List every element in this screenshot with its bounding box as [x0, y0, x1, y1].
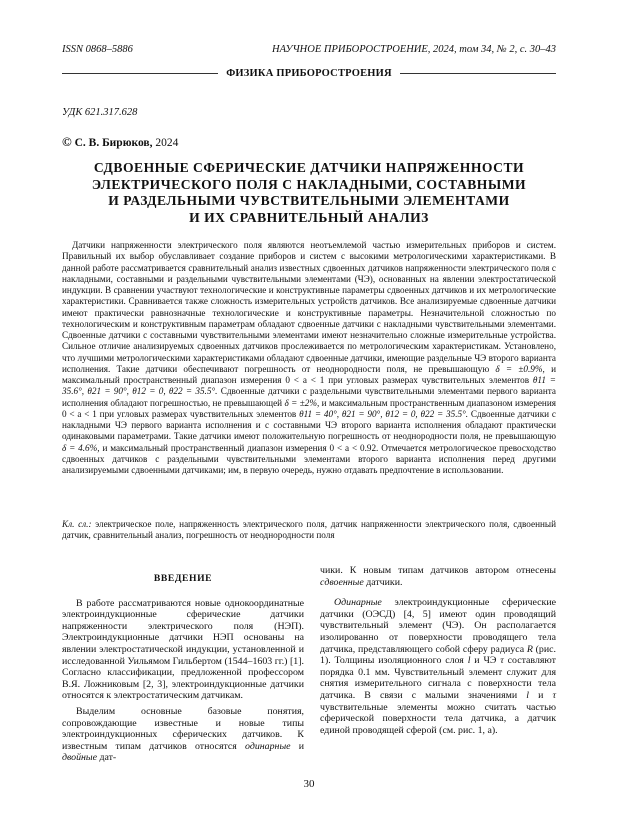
- intro-p2-em1: одинарные: [245, 740, 291, 752]
- abstract-math-1: δ = ±0.9%,: [495, 363, 545, 374]
- right-p2-l: l: [467, 655, 471, 667]
- right-p2-tau: τ: [500, 655, 504, 667]
- copyright-icon: ©: [62, 134, 72, 149]
- author-year: 2024: [155, 137, 179, 149]
- abstract-math-2: 0 < a < 1: [285, 375, 325, 385]
- journal-citation: НАУЧНОЕ ПРИБОРОСТРОЕНИЕ, 2024, том 34, № 2, с. 30–43: [272, 44, 556, 55]
- introduction-heading: ВВЕДЕНИЕ: [153, 573, 213, 584]
- abstract-text-8: и максимальный пространственный диапазон измерения: [99, 442, 330, 453]
- right-p2-em: Одинарные: [334, 597, 382, 609]
- right-p2-c: и ЧЭ: [470, 655, 501, 667]
- page-number: 30: [303, 778, 315, 790]
- section-title: ФИЗИКА ПРИБОРОСТРОЕНИЯ: [226, 67, 392, 79]
- abstract-math-3: θ11 = 35.6°, θ21 = 90°, θ12 = 0, θ22 = 35.5°.: [62, 375, 556, 397]
- intro-paragraph-1: В работе рассматриваются новые однокоординатные электроиндукционные сферические датчики напряженности электрического поля (НЭП). Электроиндукционные датчики НЭП основаны на явлении электростатической индукции, установленной и исследованной Уильямом Гильбертом (1544–1603 гг.) [1]. Согласно классификации, предложенной профессором В.Я. Ложниковым [2, 3], электроиндукционные датчики относятся к электростатическим датчикам.: [62, 597, 304, 702]
- right-p2-f: чувствительные элементы можно считать частью сферической поверхности тела датчика, а датчик единой проводящей сферой (см. рис. 1, а).: [320, 701, 556, 736]
- abstract-math-4: δ = ±2%,: [284, 397, 320, 408]
- section-rule-left: [62, 73, 218, 74]
- abstract-math-6: θ11 = 40°, θ21 = 90°, θ12 = 0, θ22 = 35.5°.: [299, 408, 469, 419]
- right-p2-tau2: τ: [552, 689, 556, 701]
- right-p2-text: электроиндукционные сферические датчики (ОЭСД) [4, 5] имеют один проводящий чувствительный элемент (ЧЭ). Он располагается изолированно от поверхности проводящего тела датчика, представляющего собой сферу радиуса: [320, 597, 556, 655]
- right-p1-text: чики. К новым типам датчиков автором отнесены: [320, 565, 556, 576]
- abstract-text-7: Сдвоенные датчики с накладными ЧЭ первого варианта исполнения и с составными ЧЭ второго варианта исполнения обладают практически одинаковыми параметрами. Такие датчики имеют положительную погрешность от неоднородности поля, не превышающую: [62, 408, 556, 442]
- right-p1-end: датчики.: [363, 576, 403, 588]
- keywords-label: Кл. сл.:: [62, 519, 92, 529]
- abstract-text-3: при угловых размерах чувствительных элементов: [324, 375, 533, 385]
- issn: ISSN 0868–5886: [62, 44, 133, 55]
- intro-paragraph-2-cont: [320, 565, 556, 588]
- right-p1-em: сдвоенные: [320, 576, 364, 588]
- author-line: [62, 134, 178, 150]
- abstract-text-1: Датчики напряженности электрического поля являются неотъемлемой частью измерительных приборов и систем. Правильный их выбор обуславливает создание приборов и систем с высокими метрологическими характеристиками. В данной работе рассматривается сравнительный анализ известных сдвоенных датчиков напряженности электрического поля с накладными, составными и раздельными чувствительными элементами (ЧЭ), основанных на явлении электростатической индукции. В сравнении участвуют технологические и конструктивные параметры сдвоенных датчиков и их метрологические характеристики. Сравнивается также сложность измерительных устройств датчиков. Все анализируемые сдвоенные датчики имеют практически равнозначные технологические и конструктивные параметры. Незначительной сложностью по технологическим и конструктивным параметрам обладают сдвоенные датчики с накладными чувствительными элементами. Сдвоенные датчики с составными чувствительными элементами имеют незначительно сложные измерительные устройства. Сильное отличие анализируемых сдвоенных датчиков прослеживается по метрологическим характеристикам. Установлено, что лучшими метрологическими характеристиками обладают сдвоенные датчики, имеющие раздельные ЧЭ второго варианта исполнения. Такие датчики обеспечивают погрешность от неоднородности поля, не превышающую: [62, 240, 556, 374]
- abstract-text-5: и максимальным пространственным диапазоном измерения: [319, 397, 556, 408]
- author-name: С. В. Бирюков,: [74, 137, 153, 149]
- right-p2-b: (рис. 1). Толщины изоляционного слоя: [320, 643, 556, 667]
- intro-paragraph-3: [320, 597, 556, 736]
- intro-p2-text: Выделим основные базовые понятия, сопровождающие известные и новые типы электроиндукционных сферических датчиков. К известным типам датчиков относятся: [62, 705, 304, 752]
- abstract-text-4: Сдвоенные датчики с раздельными чувствительными элементами первого варианта исполнения обладают погрешностью, не превышающей: [62, 386, 556, 408]
- abstract-text-6: при угловых размерах чувствительных элементов: [96, 408, 300, 419]
- intro-p2-end: дат-: [97, 752, 117, 764]
- right-p2-e: и: [529, 689, 553, 701]
- body-column-left: [62, 565, 304, 764]
- right-p2-R: R: [526, 643, 533, 655]
- udk-code: УДК 621.317.628: [62, 107, 138, 118]
- section-header: [62, 66, 556, 80]
- intro-p2-em2: двойные: [62, 752, 97, 764]
- abstract-math-8: 0 < a < 0.92.: [329, 442, 379, 453]
- abstract-math-7: δ = 4.6%,: [62, 442, 100, 453]
- intro-p2-mid: и: [290, 740, 305, 752]
- body-column-right: [320, 565, 556, 736]
- abstract-text-2: и максимальный пространственный диапазон измерения: [62, 363, 556, 385]
- keywords-text: электрическое поле, напряженность электрического поля, датчик напряженности электрического поля, сдвоенный датчик, сравнительный анализ, погрешность от неоднородности поля: [62, 519, 556, 541]
- intro-paragraph-2: [62, 706, 304, 764]
- section-rule-right: [400, 73, 556, 74]
- article-title: СДВОЕННЫЕ СФЕРИЧЕСКИЕ ДАТЧИКИ НАПРЯЖЕННОСТИ ЭЛЕКТРИЧЕСКОГО ПОЛЯ С НАКЛАДНЫМИ, СОСТАВНЫМИ И РАЗДЕЛЬНЫМИ ЧУВСТВИТЕЛЬНЫМИ ЭЛЕМЕНТАМИ И ИХ СРАВНИТЕЛЬНЫЙ АНАЛИЗ: [91, 160, 527, 225]
- abstract-math-5: 0 < a < 1: [62, 408, 97, 419]
- abstract: [62, 240, 556, 476]
- keywords: [62, 519, 556, 542]
- abstract-text-9: Отмечается метрологическое превосходство сдвоенных датчиков с раздельными чувствительными элементами второго варианта исполнения перед другими анализируемыми сдвоенными датчиками; им, в первую очередь, нужно отдавать предпочтение в использовании.: [62, 442, 557, 475]
- right-p2-d: составляют порядка 0.1 мм. Чувствительный элемент служит для снятия измерительного сигнала с поверхности тела датчика. В связи с малыми значениями: [320, 655, 556, 701]
- right-p2-l2: l: [526, 689, 529, 701]
